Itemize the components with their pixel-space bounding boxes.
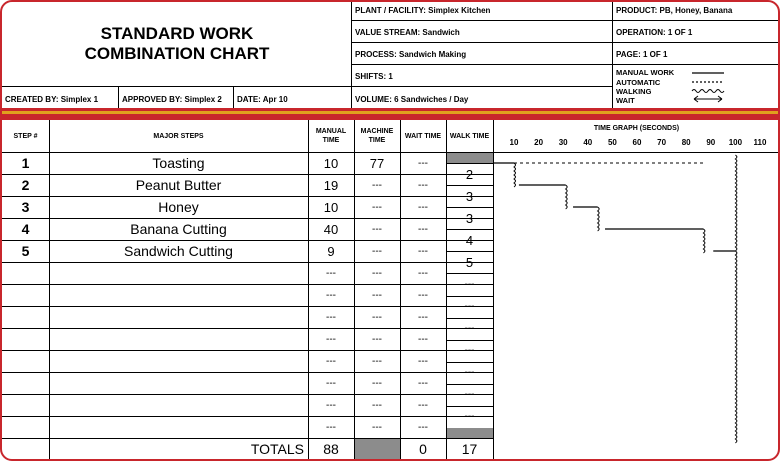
grid-line xyxy=(2,284,493,285)
step-number: 5 xyxy=(21,243,30,259)
totals-label: TOTALS xyxy=(250,441,304,457)
major-step-name xyxy=(49,306,308,328)
grid-line xyxy=(2,218,493,219)
major-step-name: Peanut Butter xyxy=(135,177,222,193)
walk-time-value: --- xyxy=(464,367,475,379)
wait-time-value: --- xyxy=(418,311,428,323)
chart-title xyxy=(42,24,312,64)
grid-line xyxy=(2,350,493,351)
step-number xyxy=(2,350,49,372)
chart-title-line2: COMBINATION CHART xyxy=(84,44,270,63)
walk-line-1 xyxy=(514,163,516,187)
walk-line-3 xyxy=(598,207,600,231)
value-stream: VALUE STREAM: Sandwich xyxy=(355,28,460,37)
header-divider-band xyxy=(2,108,780,120)
major-step-name: Honey xyxy=(158,199,199,215)
walk-line-4 xyxy=(703,229,705,253)
volume: VOLUME: 6 Sandwiches / Day xyxy=(355,95,469,104)
total-wait: 0 xyxy=(419,441,427,457)
steps-table xyxy=(2,120,780,461)
wait-time-value: --- xyxy=(418,333,428,345)
grid-line xyxy=(446,229,493,230)
grid-line xyxy=(446,120,447,461)
created-by: CREATED BY: Simplex 1 xyxy=(5,95,99,104)
step-number: 3 xyxy=(21,199,30,215)
walk-time-value: --- xyxy=(464,301,475,313)
time-scale-tick: 90 xyxy=(706,137,716,147)
grid-line xyxy=(446,251,493,252)
wait-time-value: --- xyxy=(418,267,428,279)
machine-time-value: --- xyxy=(372,245,382,257)
manual-time-value: --- xyxy=(326,377,336,389)
wait-time-value: --- xyxy=(418,355,428,367)
major-step-name xyxy=(49,350,308,372)
machine-time-value: --- xyxy=(372,223,382,235)
takt-wave-line xyxy=(735,155,737,251)
machine-time-value: --- xyxy=(372,201,382,213)
manual-time-value: --- xyxy=(326,267,336,279)
grid-line xyxy=(2,240,493,241)
time-scale-tick: 80 xyxy=(681,137,691,147)
wait-time-value: --- xyxy=(418,157,428,169)
grid-line xyxy=(446,362,493,363)
legend-walking-wave xyxy=(692,90,724,93)
step-number: 4 xyxy=(21,221,30,237)
wait-time-value: --- xyxy=(418,179,428,191)
process: PROCESS: Sandwich Making xyxy=(355,50,467,59)
approved-by: APPROVED BY: Simplex 2 xyxy=(122,95,222,104)
grid-line xyxy=(446,318,493,319)
walk-start-shade xyxy=(447,153,493,163)
machine-time-value: --- xyxy=(372,311,382,323)
walk-end-shade xyxy=(447,428,493,438)
walk-time-value: --- xyxy=(464,345,475,357)
col-header-manual-time: MANUAL TIME xyxy=(315,128,347,144)
manual-time-value: --- xyxy=(326,355,336,367)
machine-time-value: 77 xyxy=(369,155,385,171)
grid-line xyxy=(2,416,493,417)
page-number: PAGE: 1 OF 1 xyxy=(616,50,668,59)
wait-time-value: --- xyxy=(418,245,428,257)
major-step-name xyxy=(49,394,308,416)
walk-time-value: 4 xyxy=(465,232,474,248)
manual-time-value: --- xyxy=(326,399,336,411)
grid-line xyxy=(400,120,401,461)
major-step-name: Banana Cutting xyxy=(130,221,227,237)
date: DATE: Apr 10 xyxy=(237,95,288,104)
grid-line xyxy=(2,372,493,373)
wait-time-value: --- xyxy=(418,399,428,411)
manual-time-value: 10 xyxy=(323,199,339,215)
major-step-name: Toasting xyxy=(152,155,205,171)
plant-facility: PLANT / FACILITY: Simplex Kitchen xyxy=(355,6,491,15)
manual-time-value: 19 xyxy=(323,177,339,193)
grid-line xyxy=(446,163,493,164)
machine-time-value: --- xyxy=(372,421,382,433)
grid-line xyxy=(308,120,309,461)
walk-time-value: 2 xyxy=(465,166,474,182)
total-machine-shade xyxy=(355,439,400,461)
total-manual: 88 xyxy=(323,441,339,457)
step-number: 1 xyxy=(21,155,30,171)
machine-time-value: --- xyxy=(372,267,382,279)
col-header-machine-time: MACHINE TIME xyxy=(360,128,394,144)
grid-line xyxy=(2,328,493,329)
time-scale-tick: 60 xyxy=(632,137,642,147)
col-header-major-steps: MAJOR STEPS xyxy=(153,132,204,140)
manual-time-value: 10 xyxy=(323,155,339,171)
major-step-name: Sandwich Cutting xyxy=(124,243,233,259)
legend-manual-label: MANUAL WORK xyxy=(616,68,675,77)
shifts: SHIFTS: 1 xyxy=(355,72,393,81)
machine-time-value: --- xyxy=(372,399,382,411)
manual-time-value: --- xyxy=(326,311,336,323)
walk-time-value: --- xyxy=(464,278,475,290)
machine-time-value: --- xyxy=(372,179,382,191)
major-step-name xyxy=(49,284,308,306)
takt-wave-line-lower xyxy=(735,251,737,443)
manual-time-value: --- xyxy=(326,421,336,433)
grid-line xyxy=(446,207,493,208)
wait-time-value: --- xyxy=(418,421,428,433)
total-walk: 17 xyxy=(461,441,478,457)
walk-time-value: --- xyxy=(464,389,475,401)
manual-time-value: 40 xyxy=(323,221,339,237)
walk-time-value: 5 xyxy=(465,254,474,270)
walk-time-value: 3 xyxy=(465,210,474,226)
machine-time-value: --- xyxy=(372,377,382,389)
step-number xyxy=(2,416,49,438)
step-number xyxy=(2,328,49,350)
time-scale-tick: 10 xyxy=(509,137,519,147)
grid-line xyxy=(446,185,493,186)
time-graph xyxy=(493,120,780,461)
grid-line xyxy=(2,262,493,263)
walk-line-2 xyxy=(566,185,568,209)
machine-time-value: --- xyxy=(372,333,382,345)
step-number xyxy=(2,284,49,306)
grid-line xyxy=(2,394,493,395)
wait-time-value: --- xyxy=(418,201,428,213)
product: PRODUCT: PB, Honey, Banana xyxy=(616,6,733,15)
time-scale-tick: 30 xyxy=(558,137,568,147)
grid-line xyxy=(446,340,493,341)
wait-time-value: --- xyxy=(418,223,428,235)
step-number xyxy=(2,394,49,416)
col-header-walk-time: WALK TIME xyxy=(449,132,490,140)
major-step-name xyxy=(49,262,308,284)
chart-title-line1: STANDARD WORK xyxy=(100,24,254,43)
wait-time-value: --- xyxy=(418,289,428,301)
wait-time-value: --- xyxy=(418,377,428,389)
major-step-name xyxy=(49,328,308,350)
col-header-wait-time: WAIT TIME xyxy=(404,132,442,140)
walk-time-value: 3 xyxy=(465,188,474,204)
grid-line xyxy=(446,296,493,297)
manual-time-value: 9 xyxy=(327,243,335,259)
time-scale-tick: 100 xyxy=(728,137,743,147)
walk-time-value: --- xyxy=(464,411,475,423)
operation: OPERATION: 1 OF 1 xyxy=(616,28,693,37)
machine-time-value: --- xyxy=(372,289,382,301)
legend-wait-label: WAIT xyxy=(616,96,635,105)
manual-time-value: --- xyxy=(326,289,336,301)
time-scale-tick: 20 xyxy=(534,137,544,147)
step-number xyxy=(2,262,49,284)
grid-line xyxy=(2,196,493,197)
grid-line xyxy=(446,273,493,274)
grid-line xyxy=(446,406,493,407)
major-step-name xyxy=(49,372,308,394)
time-graph-title: TIME GRAPH (SECONDS) xyxy=(593,124,680,132)
grid-line xyxy=(446,384,493,385)
time-scale-tick: 110 xyxy=(753,137,767,147)
time-scale-tick: 70 xyxy=(657,137,667,147)
col-header-step: STEP # xyxy=(13,132,38,140)
step-number xyxy=(2,372,49,394)
step-number xyxy=(2,306,49,328)
grid-line xyxy=(2,174,493,175)
time-scale-tick: 50 xyxy=(607,137,617,147)
grid-line xyxy=(354,120,355,461)
legend-automatic-label: AUTOMATIC xyxy=(616,78,661,87)
legend-symbols xyxy=(690,66,730,108)
walk-time-value: --- xyxy=(464,323,475,335)
major-step-name xyxy=(49,416,308,438)
grid-line xyxy=(49,120,50,461)
time-scale-tick: 40 xyxy=(583,137,593,147)
machine-time-value: --- xyxy=(372,355,382,367)
grid-line xyxy=(2,306,493,307)
legend-walking-label: WALKING xyxy=(616,87,652,96)
manual-time-value: --- xyxy=(326,333,336,345)
step-number: 2 xyxy=(21,177,30,193)
